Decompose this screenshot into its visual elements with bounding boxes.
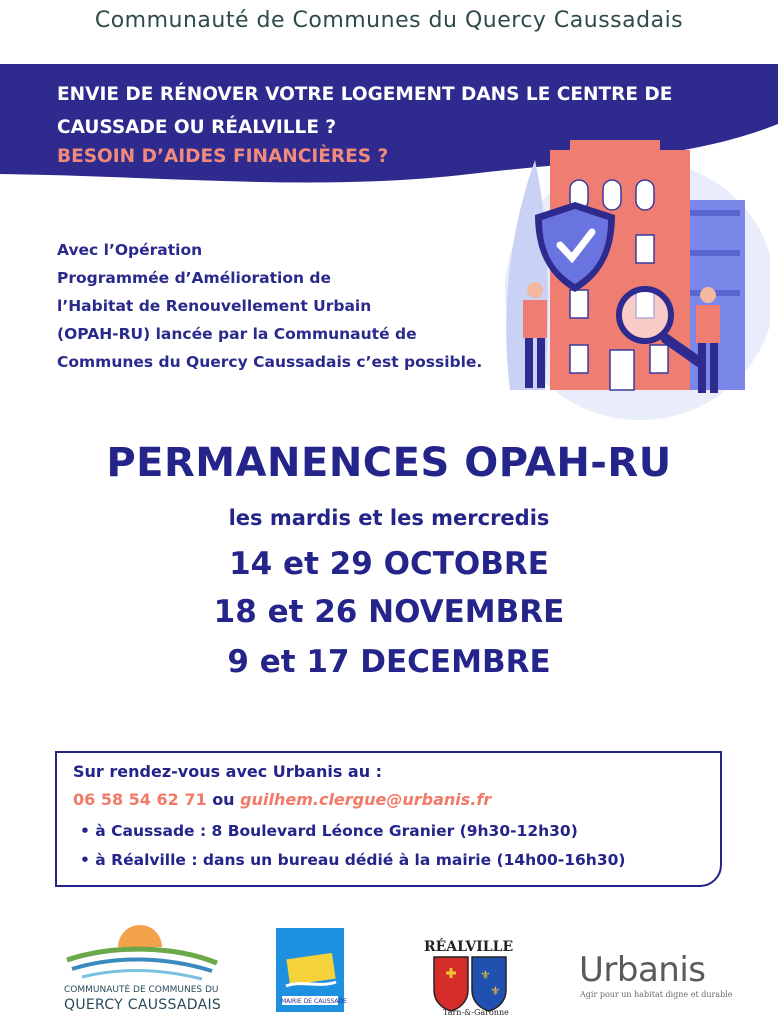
date-line: 18 et 26 NOVEMBRE [213, 594, 565, 630]
or-text: ou [212, 790, 235, 809]
phone-link[interactable]: 06 58 54 62 71 [73, 790, 207, 809]
intro-line: l’Habitat de Renouvellement Urbain [57, 297, 372, 315]
hero-headline-1: ENVIE DE RÉNOVER VOTRE LOGEMENT DANS LE CENTRE DE [57, 84, 673, 105]
intro-line: Communes du Quercy Caussadais c’est possible. [57, 353, 483, 371]
intro-line: Programmée d’Amélioration de [57, 269, 332, 287]
urbanis-logo: Urbanis [579, 950, 706, 990]
page-title: Communauté de Communes du Quercy Caussadais [94, 8, 684, 33]
urbanis-tagline: Agir pour un habitat digne et durable [580, 990, 733, 999]
building-illustration [490, 140, 770, 420]
cc-logo-line2: QUERCY CAUSSADAIS [64, 997, 222, 1013]
intro-line: (OPAH-RU) lancée par la Communauté de [57, 325, 417, 343]
intro-line: Avec l’Opération [57, 241, 203, 259]
realville-subtitle: Tarn-&-Garonne [443, 1008, 509, 1017]
cc-logo-line1: COMMUNAUTÉ DE COMMUNES DU [64, 985, 219, 995]
hero-headline-3: BESOIN D’AIDES FINANCIÈRES ? [57, 146, 389, 167]
intro-text [57, 236, 507, 376]
contact-heading: Sur rendez-vous avec Urbanis au : [73, 762, 383, 781]
mairie-logo-label: MAIRIE DE CAUSSADE [281, 998, 347, 1005]
location-item: • à Réalville : dans un bureau dédié à la mairie (14h00-16h30) [80, 851, 626, 869]
svg-text:⚜: ⚜ [480, 968, 491, 982]
realville-title: RÉALVILLE [424, 939, 514, 955]
svg-text:⚜: ⚜ [490, 984, 501, 998]
location-item: • à Caussade : 8 Boulevard Léonce Granier (9h30-12h30) [80, 822, 578, 840]
date-line: 9 et 17 DECEMBRE [227, 644, 551, 680]
hero-headline-2: CAUSSADE OU RÉALVILLE ? [57, 117, 337, 138]
permanences-title: PERMANENCES OPAH-RU [106, 440, 672, 486]
email-link[interactable]: guilhem.clergue@urbanis.fr [240, 790, 492, 809]
permanences-subtitle: les mardis et les mercredis [228, 506, 550, 530]
date-line: 14 et 29 OCTOBRE [229, 546, 549, 582]
contact-line [73, 790, 491, 809]
